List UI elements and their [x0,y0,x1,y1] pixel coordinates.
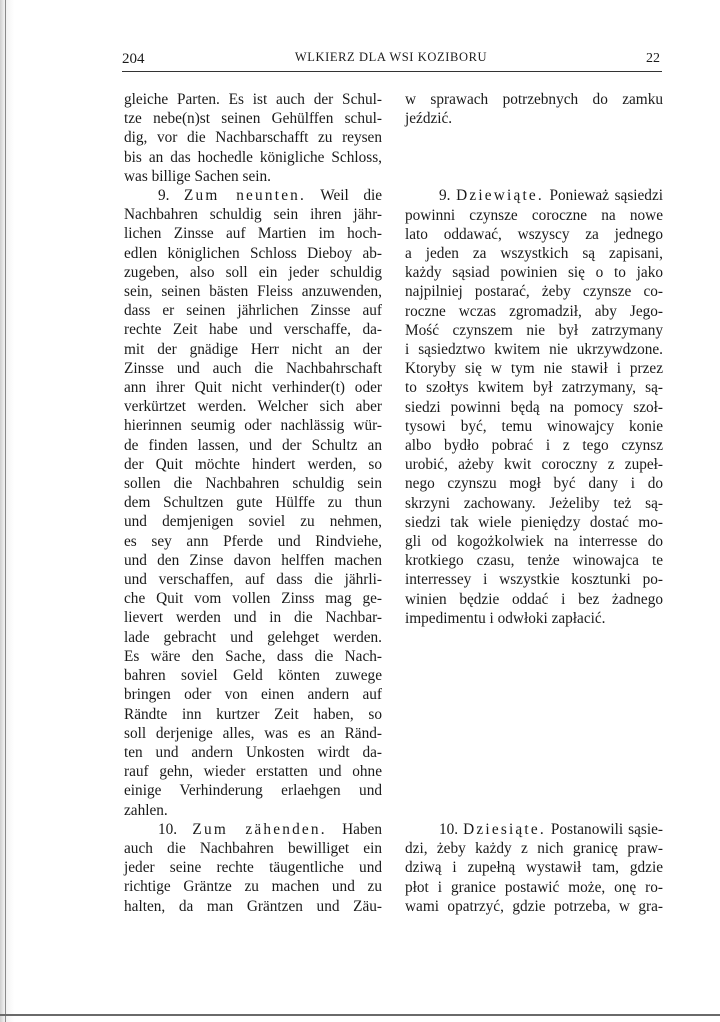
line-text: wami opatrzyć, gdzie potrzeba, w gra- [405,897,663,915]
line-text: powinni czynsze coroczne na nowe [405,206,663,224]
text-line [124,532,382,551]
line-text: Zinsse und auch die Nachbahrschaft [124,359,382,377]
section-number: 9. [158,187,184,205]
text-line [124,109,382,128]
text-line [124,416,382,435]
line-text: bis an das hochedle königliche Schloss, [124,148,382,166]
text-line [124,186,382,205]
text-line [124,224,382,243]
line-text: lichen Zinsse auf Martien im hoch- [124,225,382,243]
text-line [124,877,382,896]
line-text: dem Schultzen gute Hülffe zu thun [124,494,382,512]
line-text: rauf gehn, wieder erstatten und ohne [124,763,382,781]
text-line [124,685,382,704]
line-text: de finden lassen, und der Schultz an [124,436,382,454]
text-line [124,455,382,474]
line-text: halten, da man Gräntzen und Zäu- [124,897,382,915]
spine-edge-line [5,0,6,1022]
line-text: edlen königlichen Schloss Dieboy ab- [124,244,382,262]
page-header [122,48,660,70]
text-line [124,205,382,224]
text-line [405,225,663,244]
text-line [124,589,382,608]
text-line [124,551,382,570]
text-line [405,282,663,301]
section-number: 10. [439,821,464,839]
line-text: jeździć. [405,110,453,128]
line-text: sein, seinen bästen Fleiss anzuwenden, [124,283,382,301]
text-line [405,532,663,551]
line-text: dass er seinen jährlichen Zinsse auf [124,302,382,320]
text-line [405,244,663,263]
text-line [405,109,663,128]
line-text: zugeben, also soll ein jeder schuldig [124,263,382,281]
text-line [124,397,382,416]
line-text: soll derjenige alles, was es an Ränd- [124,724,382,742]
text-line [124,128,382,147]
paragraph-gap [405,128,663,186]
line-text: mit der gnädige Herr nicht an der [124,340,382,358]
text-line [405,494,663,513]
text-line [124,628,382,647]
line-text: Rändte inn kurtzer Zeit haben, so [124,705,382,723]
text-line [124,512,382,531]
line-text: urobić, ażeby kwit coroczny z zupeł- [405,456,663,474]
text-line [405,417,663,436]
line-text: sollen die Nachbahren schuldig sein [124,475,382,493]
line-text: was billige Sachen sein. [124,167,271,185]
section-number: 10. [158,820,193,838]
running-title: WLKIERZ DLA WSI KOZIBORU [294,50,488,64]
text-line [124,724,382,743]
page-number-left: 204 [122,51,145,67]
text-line [124,474,382,493]
polish-text-column [405,90,663,916]
line-text: nego czynszu mogł być dany i do [405,475,663,493]
line-text: płot i granice postawić może, onę ro- [405,878,663,896]
text-line [124,301,382,320]
text-line [405,858,663,877]
line-text: tysowi być, temu winowajcy konie [405,417,663,435]
text-line [405,551,663,570]
text-line [405,436,663,455]
line-text: Postanowili sąsie- [545,821,663,839]
line-text: lade gebracht und gelehget werden. [124,628,382,646]
text-line [124,705,382,724]
line-text: zahlen. [124,801,168,819]
text-line [405,186,663,205]
line-text: Ponieważ sąsiedzi [543,187,663,205]
line-text: lato oddawać, wszyscy za jednego [405,225,663,243]
page-number-right: 22 [646,51,660,66]
line-text: Weil die [306,187,383,205]
line-text: gleiche Parten. Es ist auch der Schul- [124,91,382,108]
line-text: jeder seine rechte täugentliche und [124,859,382,877]
line-text: Ktoryby się w tym nie stawił i przez [405,360,663,378]
line-text: skrzyni zachowany. Jeżeliby też są- [405,494,663,512]
header-rule [122,71,662,72]
line-text: und den Zinse davon helffen machen [124,551,382,569]
text-line [405,263,663,282]
line-text: bahren soviel Geld könten zuwege [124,667,382,685]
line-text: siedzi powinni będą na pomocy szoł- [405,398,663,416]
line-text: siedzi tak wiele pieniędzy dostać mo- [405,513,663,531]
text-line [124,359,382,378]
paragraph-gap [405,628,663,820]
section-heading: Dziesiąte. [463,821,546,839]
text-line [124,148,382,167]
line-text: und verschaffen, auf dass die jährli- [124,571,382,589]
text-line [405,455,663,474]
line-text: Mość czynszem nie był zatrzymany [405,321,663,339]
text-line [124,743,382,762]
line-text: i sąsiedztwo kwitem nie ukrzywdzone. [405,341,663,359]
line-text: verkürtzet werden. Welcher sich aber [124,398,382,416]
line-text: dzi, żeby każdy z nich granicę praw- [405,840,663,858]
text-line [405,513,663,532]
book-spine-shadow [0,0,14,1022]
line-text: Nachbahren schuldig sein ihren jähr- [124,206,382,224]
text-line [405,878,663,897]
line-text: albo bydło pobrać i z tego czynsz [405,437,663,455]
text-line [405,474,663,493]
line-text: rechte Zeit habe und verschaffe, da- [124,321,382,339]
section-heading: Zum neunten. [184,187,307,205]
line-text: Haben [326,820,382,838]
line-text: ann ihrer Quit nicht verhinder(t) oder [124,379,382,397]
bottom-edge-line [0,1014,720,1016]
text-line [405,321,663,340]
section-number: 9. [439,187,457,205]
line-text: che Quit vom vollen Zinss mag ge- [124,590,382,608]
line-text: Es wäre den Sache, dass die Nach- [124,647,382,665]
text-line [405,340,663,359]
text-line [405,820,663,839]
line-text: auch die Nachbahren bewilliget ein [124,839,382,857]
text-line [124,244,382,263]
text-line [405,90,663,109]
text-line [124,781,382,800]
section-heading: Dziewiąte. [456,187,544,205]
text-line [124,608,382,627]
line-text: dziwą i zupełną wystawił tam, gdzie [405,859,663,877]
text-line [405,897,663,916]
text-line [124,570,382,589]
text-line [124,820,382,839]
line-text: roczne wczas zgromadził, aby Jego- [405,302,663,320]
line-text: interressey i wszystkie kosztunki po- [405,571,663,589]
line-text: każdy sąsiad powinien się o to jako [405,264,663,282]
line-text: es sey ann Pferde und Rindviehe, [124,532,382,550]
line-text: einige Verhinderung erlaehgen und [124,782,382,800]
line-text: tze nebe(n)st seinen Gehülffen schul- [124,110,382,128]
line-text: lievert werden und in die Nachbar- [124,609,382,627]
text-line [405,570,663,589]
text-line [405,302,663,321]
text-line [124,378,382,397]
text-line [124,762,382,781]
text-line [124,340,382,359]
text-line [124,666,382,685]
german-text-column [124,90,382,916]
line-text: richtige Gräntze zu machen und zu [124,878,382,896]
line-text: impedimentu i odwłoki zapłacić. [405,609,606,627]
line-text: der Quit möchte hindert werden, so [124,455,382,473]
text-line [124,839,382,858]
section-heading: Zum zähenden. [192,820,327,838]
text-line [124,897,382,916]
text-line [405,609,663,628]
line-text: gli od kogożkolwiek na interresse do [405,533,663,551]
line-text: w sprawach potrzebnych do zamku [405,91,663,108]
text-line [124,282,382,301]
text-line [405,378,663,397]
text-line [124,90,382,109]
text-line [124,493,382,512]
line-text: ten und andern Unkosten wirdt da- [124,743,382,761]
text-line [124,263,382,282]
text-line [124,647,382,666]
line-text: dig, vor die Nachbarschafft zu reysen [124,129,382,147]
text-line [124,320,382,339]
text-line [124,436,382,455]
line-text: und demjenigen soviel zu nehmen, [124,513,382,531]
text-line [405,359,663,378]
line-text: winien będzie oddać i bez żadnego [405,590,663,608]
line-text: a jeden za wszystkich są zapisani, [405,245,663,263]
text-line [405,398,663,417]
line-text: hierinnen seumig oder nachlässig wür- [124,417,382,435]
text-line [124,858,382,877]
text-line [405,590,663,609]
text-line [124,167,382,186]
line-text: to szołtys kwitem był zatrzymany, są- [405,379,663,397]
text-line [124,801,382,820]
text-line [405,839,663,858]
line-text: krotkiego czasu, tenże winowajca te [405,552,663,570]
line-text: najpilniej postarać, żeby czynsze co- [405,283,663,301]
line-text: bringen oder von einen andern auf [124,686,382,704]
text-line [405,206,663,225]
